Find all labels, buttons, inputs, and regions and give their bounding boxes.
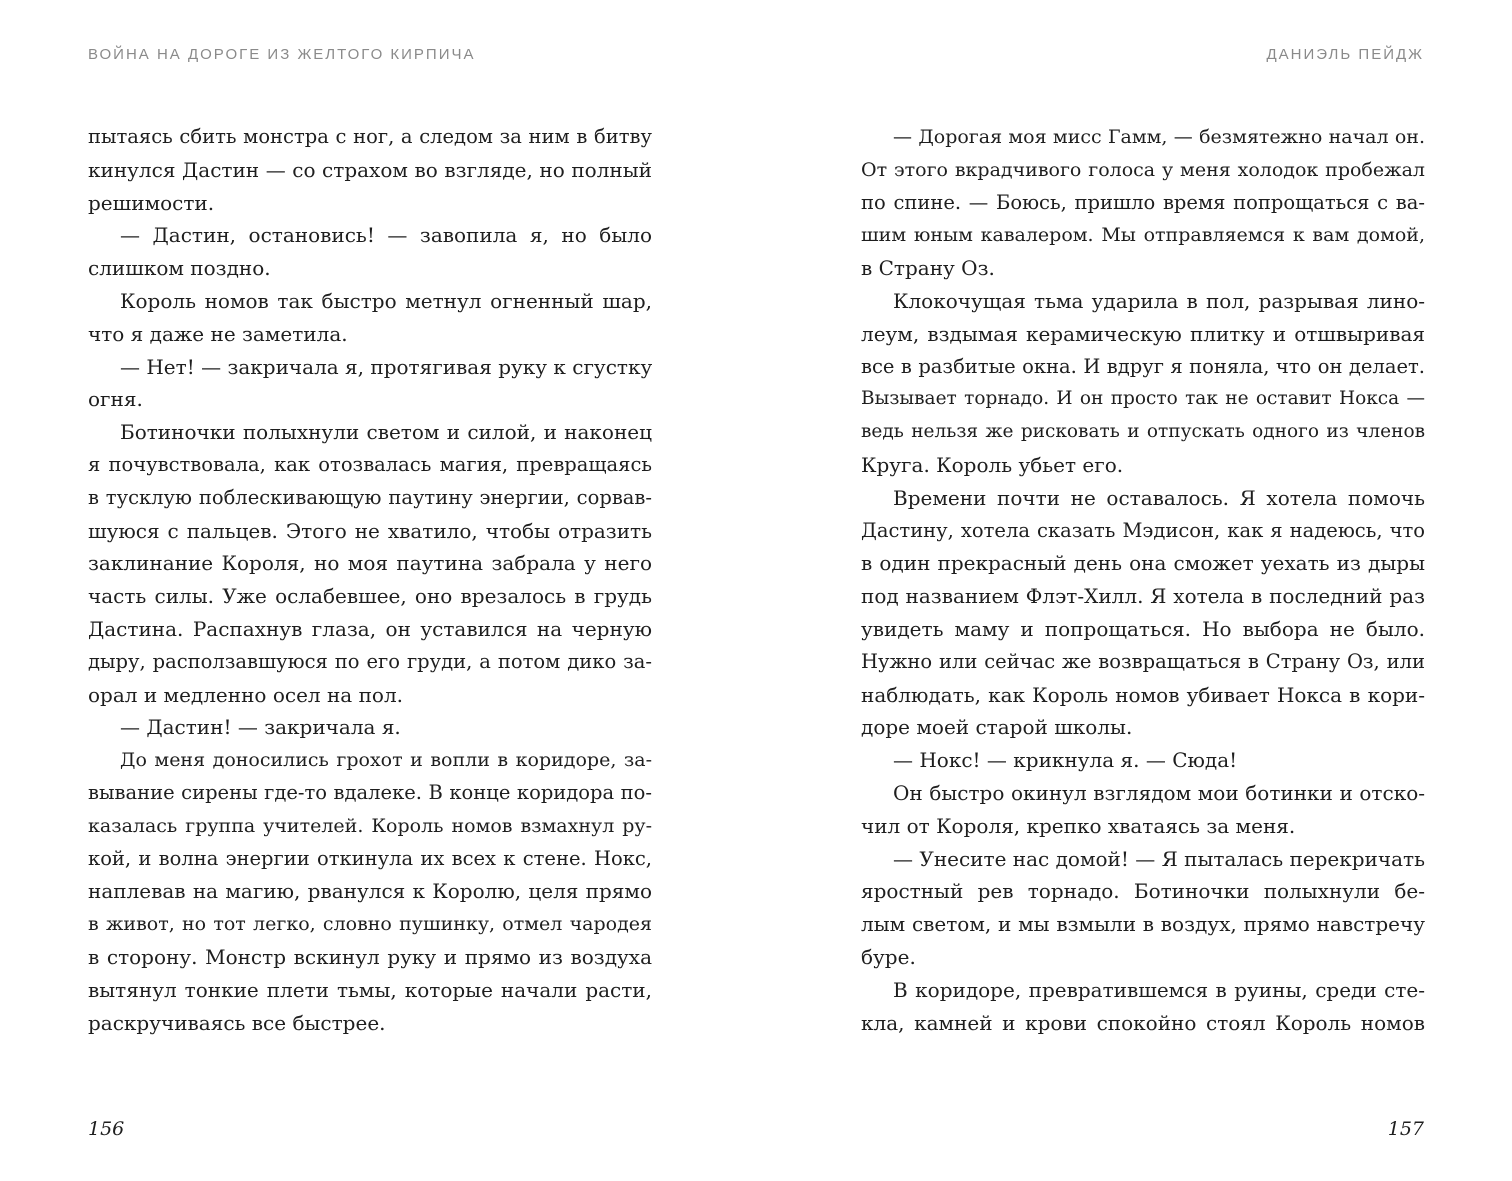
text-line: В коридоре, превратившемся в руины, среди сте- [893,977,1425,1002]
text-line: ведь нельзя же рисковать и отпускать одного из членов [861,421,1425,443]
text-line: огня. [88,387,143,412]
text-line: чил от Короля, крепко хватаясь за меня. [861,813,1296,838]
body-text [88,121,652,1039]
text-line: До меня доносились грохот и вопли в коридоре, за- [120,749,652,772]
text-line: вытянул тонкие плети тьмы, которые начали расти, [88,977,652,1002]
text-line: раскручиваясь все быстрее. [88,1010,386,1035]
text-line: шуюся с пальцев. Этого не хватило, чтобы отразить [88,518,652,543]
text-line: Ботиночки полыхнули светом и силой, и наконец [120,420,652,445]
text-line: Вызывает торнадо. И он просто так не оставит Нокса — [861,388,1425,410]
text-line: доре моей старой школы. [861,715,1133,740]
text-line: Дастину, хотела сказать Мэдисон, как я надеюсь, что [861,518,1425,542]
text-line: решимости. [88,190,215,215]
text-line: пытаясь сбить монстра с ног, а следом за ним в битву [88,125,652,148]
text-line: кинулся Дастин — со страхом во взгляде, но полный [88,157,652,182]
text-line: вывание сирены где-то вдалеке. В конце коридора по- [88,780,652,804]
text-line: буре. [861,944,916,969]
text-line: Дастина. Распахнув глаза, он уставился на черную [88,616,652,641]
text-line: наплевав на магию, рванулся к Королю, целя прямо [88,879,652,904]
text-line: — Нокс! — крикнула я. — Сюда! [893,748,1238,773]
text-line: увидеть маму и попрощаться. Но выбора не было. [861,616,1425,641]
text-line: что я даже не заметила. [88,321,348,346]
text-line: в один прекрасный день она сможет уехать из дыры [861,551,1425,576]
running-head-book-title: ВОЙНА НА ДОРОГЕ ИЗ ЖЕЛТОГО КИРПИЧА [88,46,476,63]
text-line: Нужно или сейчас же возвращаться в Страну Оз, или [861,649,1425,673]
text-line: слишком поздно. [88,256,271,281]
text-line: в тусклую поблескивающую паутину энергии, сорвав- [88,485,652,509]
text-line: — Унесите нас домой! — Я пыталась перекричать [893,846,1425,871]
text-line: Король номов так быстро метнул огненный шар, [120,288,652,313]
right-page [756,0,1512,1181]
text-line: леум, вздымая керамическую плитку и отшвыривая [861,321,1425,346]
text-line: лым светом, и мы взмыли в воздух, прямо навстречу [861,912,1425,937]
text-line: казалась группа учителей. Король номов взмахнул ру- [88,814,652,837]
text-line: дыру, расползавшуюся по его груди, а потом дико за- [88,649,652,673]
text-line: в сторону. Монстр вскинул руку и прямо из воздуха [88,944,652,969]
text-line: в Страну Оз. [861,256,995,281]
text-line: в живот, но тот легко, словно пушинку, отмел чародея [88,913,652,936]
text-line: под названием Флэт-Хилл. Я хотела в последний раз [861,584,1425,609]
text-line: — Дастин, остановись! — завопила я, но было [120,223,652,248]
body-text [861,121,1425,1039]
text-line: часть силы. Уже ослабевшее, оно врезалось в грудь [88,584,652,609]
text-line: — Дастин! — закричала я. [120,715,401,740]
page-number: 156 [88,1118,125,1140]
text-line: Он быстро окинул взглядом мои ботинки и отско- [893,780,1425,805]
text-line: я почувствовала, как отозвалась магия, превращаясь [88,452,652,476]
text-line: заклинание Короля, но моя паутина забрала у него [88,551,652,576]
text-line: яростный рев торнадо. Ботиночки полыхнули бе- [861,879,1425,904]
text-line: по спине. — Боюсь, пришло время попрощаться с ва- [861,190,1425,214]
text-line: кла, камней и крови спокойно стоял Король номов [861,1010,1425,1035]
text-line: шим юным кавалером. Мы отправляемся к вам домой, [861,224,1425,247]
text-line: — Дорогая моя мисс Гамм, — безмятежно начал он. [893,126,1425,148]
text-line: — Нет! — закричала я, протягивая руку к сгустку [120,354,652,379]
text-line: орал и медленно осел на пол. [88,682,404,707]
text-line: все в разбитые окна. И вдруг я поняла, что он делает. [861,354,1425,378]
text-line: Времени почти не оставалось. Я хотела помочь [893,485,1425,510]
running-head-author: ДАНИЭЛЬ ПЕЙДЖ [1266,46,1424,63]
text-line: Клокочущая тьма ударила в пол, разрывая лино- [893,288,1425,313]
text-line: От этого вкрадчивого голоса у меня холодок пробежал [861,158,1425,181]
text-line: кой, и волна энергии откинула их всех к стене. Нокс, [88,846,652,870]
text-line: Круга. Король убьет его. [861,452,1124,477]
text-line: наблюдать, как Король номов убивает Нокса в кори- [861,682,1425,707]
page-number: 157 [1387,1118,1424,1140]
